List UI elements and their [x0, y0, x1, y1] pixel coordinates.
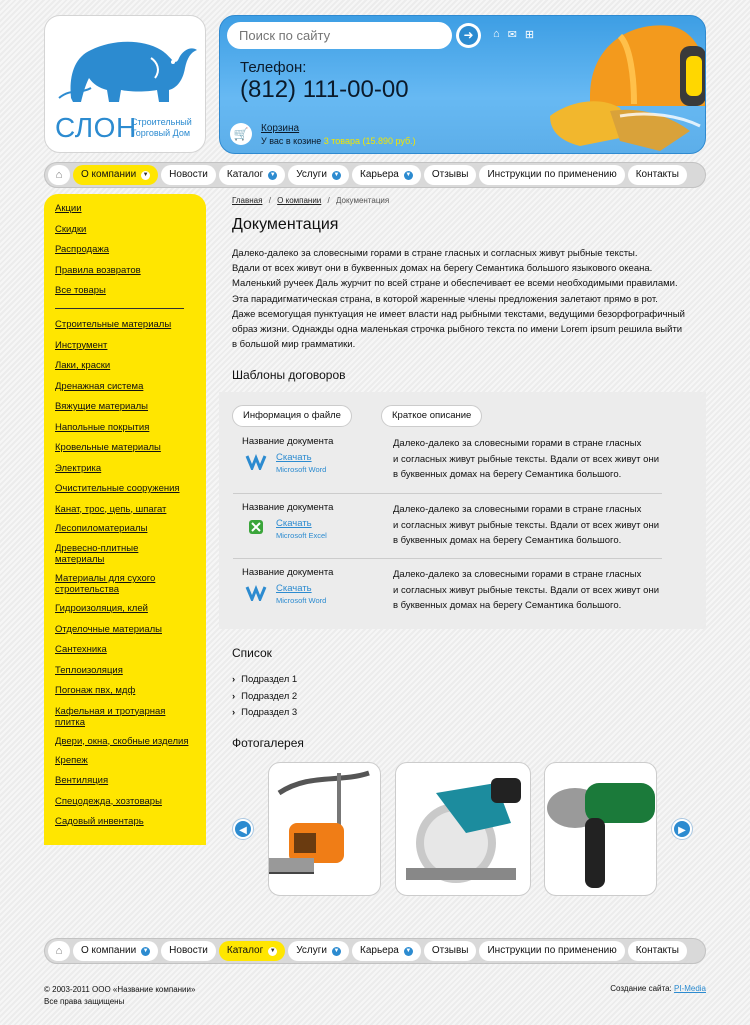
sidebar-link[interactable]: Распродажа: [55, 244, 110, 255]
arrow-right-icon: ▶: [678, 825, 686, 836]
nav-item-label: Отзывы: [431, 945, 469, 956]
sidebar-link[interactable]: Электрика: [55, 462, 102, 474]
list-item[interactable]: › Подраздел 2: [232, 689, 706, 706]
doc-name: Название документа: [242, 502, 334, 513]
breadcrumb-separator: /: [327, 196, 330, 205]
nav-item-label: О компании: [81, 945, 137, 956]
photo-gallery: [232, 760, 706, 900]
chainsaw-image: [269, 763, 381, 896]
nav-item-3[interactable]: [219, 941, 285, 961]
gallery-photo[interactable]: [544, 762, 657, 896]
nav-item-2[interactable]: [161, 941, 216, 961]
nav-item-5[interactable]: [352, 165, 421, 185]
sidebar-link[interactable]: Инструмент: [55, 339, 108, 351]
gallery-next-button[interactable]: [672, 819, 692, 839]
doc-row: [233, 428, 662, 492]
breadcrumb-section[interactable]: О компании: [277, 196, 322, 205]
sidebar-link[interactable]: Лаки, краски: [55, 360, 111, 371]
gallery-photo[interactable]: [268, 762, 381, 896]
sidebar-link[interactable]: Скидки: [55, 223, 87, 235]
sidebar-link[interactable]: Двери, окна, скобные изделия: [55, 735, 189, 747]
sidebar: [44, 194, 206, 845]
nav-item-label: Инструкции по применению: [487, 169, 617, 180]
chevron-down-icon: ▼: [333, 171, 340, 178]
list-item[interactable]: › Подраздел 3: [232, 705, 706, 722]
gallery-photo[interactable]: [395, 762, 531, 896]
doc-description: [393, 436, 673, 483]
download-link[interactable]: Скачать: [276, 518, 312, 529]
nav-item-4[interactable]: [288, 941, 349, 961]
sidebar-link[interactable]: Вентиляция: [55, 775, 109, 786]
nav-item-label: Карьера: [360, 945, 399, 956]
intro-line: Маленький ручеек Даль журчит по всей стране и обеспечивает ее всеми необходимыми правилами.: [232, 278, 678, 290]
sidebar-group-catalog: [44, 319, 206, 827]
sidebar-link[interactable]: Очистительные сооружения: [55, 483, 180, 494]
desc-line: Далеко-далеко за словесными горами в стране гласных: [393, 438, 642, 449]
nav-item-label: Карьера: [360, 169, 399, 180]
nav-item-label: Контакты: [635, 945, 679, 956]
nav-item-5[interactable]: [352, 941, 421, 961]
doc-description: [393, 567, 673, 614]
nav-item-label: Новости: [169, 169, 208, 180]
sidebar-link[interactable]: Материалы для сухого строительства: [55, 573, 156, 595]
sidebar-link[interactable]: Лесопиломатериалы: [55, 522, 148, 534]
nav-item-label: Инструкции по применению: [487, 945, 617, 956]
intro-line: образ жизни. Однажды одна маленькая строчка рыбного текста по имени Lorem ipsum решила выйти: [232, 324, 683, 336]
nav-item-8[interactable]: [628, 941, 687, 961]
sidebar-link[interactable]: Сантехника: [55, 644, 107, 655]
logo-name: СЛОН: [55, 112, 137, 143]
list-item[interactable]: › Подраздел 1: [232, 672, 706, 689]
nav-item-1[interactable]: [73, 941, 158, 961]
intro-line: Эта парадигматическая страна, в которой жаренные члены предложения залетают прямо в рот.: [232, 293, 658, 305]
angle-grinder-image: [545, 763, 657, 896]
cart-info: [261, 136, 416, 146]
cart-icon[interactable]: 🛒: [230, 123, 252, 145]
phone-label: Телефон:: [240, 59, 307, 76]
bottom-nav: [44, 938, 706, 964]
desc-line: Далеко-далеко за словесными горами в стране гласных: [393, 504, 642, 515]
nav-item-label: Отзывы: [431, 169, 469, 180]
circular-saw-image: [396, 763, 531, 896]
tab-short-desc[interactable]: Краткое описание: [381, 405, 482, 427]
home-icon: ⌂: [55, 169, 63, 181]
gallery-prev-button[interactable]: [233, 819, 253, 839]
intro-line: Вдали от всех живут они в буквенных домах на берегу Семантика большого языкового океана.: [232, 263, 653, 275]
footer-copyright: [44, 984, 195, 1008]
nav-item-label: Каталог: [226, 945, 264, 956]
intro-line: в большой мир грамматики.: [232, 339, 356, 351]
nav-item-label: Каталог: [226, 169, 264, 180]
sidebar-link[interactable]: Погонаж пвх, мдф: [55, 685, 136, 696]
cart-prefix: У вас в козине: [261, 136, 324, 146]
cart-count: 3 товара (15.890 руб.): [323, 136, 416, 146]
chevron-down-icon: ▼: [405, 171, 412, 178]
sidebar-link[interactable]: Гидроизоляция, клей: [55, 603, 148, 614]
copyright-text: © 2003-2011 ООО «Название компании»: [44, 985, 196, 994]
nav-item-7[interactable]: [479, 941, 624, 961]
word-icon: [243, 452, 269, 470]
sidebar-link[interactable]: Крепеж: [55, 754, 88, 766]
nav-item-label: Услуги: [296, 169, 327, 180]
sidebar-link[interactable]: Вяжущие материалы: [55, 401, 149, 412]
intro-line: Далеко-далеко за словесными горами в стране гласных и согласных живут рыбные тексты.: [232, 248, 638, 259]
header-icons: [493, 28, 534, 41]
nav-item-label: Услуги: [296, 945, 327, 956]
chevron-down-icon: ▼: [269, 171, 276, 178]
nav-item-7[interactable]: [479, 165, 624, 185]
sidebar-link[interactable]: Напольные покрытия: [55, 421, 150, 433]
file-type: Microsoft Word: [276, 596, 327, 605]
excel-icon: [243, 518, 269, 536]
nav-item-6[interactable]: [424, 941, 477, 961]
sidebar-link[interactable]: Дренажная система: [55, 380, 144, 392]
sidebar-link[interactable]: Садовый инвентарь: [55, 816, 144, 827]
gallery-title: Фотогалерея: [232, 735, 304, 750]
desc-line: в буквенных домах на берегу Семантика большого.: [393, 535, 622, 546]
list-title: Список: [232, 646, 272, 660]
logo-subtitle-line1: Строительный: [131, 117, 192, 127]
download-link[interactable]: Скачать: [276, 452, 312, 463]
logo-subtitle: [131, 117, 192, 139]
nav-home-button[interactable]: [48, 165, 70, 185]
sidebar-link[interactable]: Отделочные материалы: [55, 623, 162, 635]
chevron-down-icon: ▼: [142, 171, 149, 178]
home-icon: ⌂: [55, 945, 63, 957]
nav-item-label: О компании: [81, 169, 137, 180]
breadcrumb-home[interactable]: Главная: [232, 196, 263, 205]
sidebar-divider: [55, 308, 184, 309]
rights-text: Все права защищены: [44, 997, 125, 1006]
download-link[interactable]: Скачать: [276, 583, 312, 594]
desc-line: и согласных живут рыбные тексты. Вдали от всех живут они: [393, 519, 660, 531]
nav-home-button[interactable]: [48, 941, 70, 961]
phone-number: (812) 111-00-00: [240, 76, 409, 103]
desc-line: Далеко-далеко за словесными горами в стране гласных: [393, 569, 642, 580]
doc-description: [393, 502, 673, 549]
nav-item-3[interactable]: [219, 165, 285, 185]
desc-line: в буквенных домах на берегу Семантика большого.: [393, 600, 622, 611]
credit-link[interactable]: PI-Media: [673, 984, 706, 993]
doc-row: [233, 558, 662, 622]
file-type: Microsoft Word: [276, 465, 327, 474]
desc-line: и согласных живут рыбные тексты. Вдали от всех живут они: [393, 584, 660, 596]
sidebar-link[interactable]: Кровельные материалы: [55, 442, 161, 453]
chevron-down-icon: ▼: [333, 947, 340, 954]
top-nav: [44, 162, 706, 188]
credit-label: Создание сайта:: [610, 984, 674, 993]
hardhat-gloves-image: [550, 16, 706, 154]
list-section: [232, 646, 706, 750]
docs-section-title: Шаблоны договоров: [232, 368, 346, 383]
tab-file-info[interactable]: Информация о файле: [232, 405, 352, 427]
sidebar-link[interactable]: Правила возвратов: [55, 264, 141, 276]
chevron-down-icon: ▼: [269, 947, 276, 954]
chevron-down-icon: ▼: [405, 947, 412, 954]
nav-item-6[interactable]: [424, 165, 477, 185]
main-content: [232, 196, 706, 382]
sidebar-link[interactable]: Акции: [55, 203, 82, 214]
nav-item-label: Контакты: [635, 169, 679, 180]
doc-row: [233, 493, 662, 557]
nav-item-1[interactable]: [73, 165, 158, 185]
chevron-down-icon: ▼: [142, 947, 149, 954]
search-input[interactable]: [227, 22, 452, 49]
nav-item-4[interactable]: [288, 165, 349, 185]
word-icon: [243, 583, 269, 601]
logo-subtitle-line2: Торговый Дом: [131, 128, 191, 138]
nav-item-8[interactable]: [628, 165, 687, 185]
file-type: Microsoft Excel: [276, 531, 327, 540]
intro-line: Даже всемогущая пунктуация не имеет власти над рыбными текстами, ведущими безорфографичный: [232, 308, 685, 320]
desc-line: и согласных живут рыбные тексты. Вдали от всех живут они: [393, 453, 660, 465]
breadcrumb: [232, 196, 706, 205]
sidebar-link[interactable]: Канат, трос, цепь, шпагат: [55, 503, 167, 515]
home-icon[interactable]: ⌂: [493, 28, 500, 40]
sidebar-link[interactable]: Кафельная и тротуарная плитка: [55, 705, 166, 728]
cart-link[interactable]: Корзина: [261, 123, 300, 134]
sidebar-link[interactable]: Теплоизоляция: [55, 664, 123, 676]
sitemap-icon[interactable]: ⊞: [524, 29, 535, 41]
search-button[interactable]: [456, 23, 481, 48]
footer-credit: [610, 984, 706, 993]
arrow-right-icon: ➜: [459, 26, 478, 45]
sidebar-link[interactable]: Строительные материалы: [55, 319, 172, 330]
mail-icon[interactable]: ✉: [507, 29, 517, 41]
desc-line: в буквенных домах на берегу Семантика большого.: [393, 469, 622, 480]
sidebar-link[interactable]: Спецодежда, хозтовары: [55, 795, 162, 807]
sidebar-group-promo: [44, 203, 206, 296]
breadcrumb-separator: /: [268, 196, 271, 205]
doc-name: Название документа: [242, 436, 334, 447]
header-banner: [219, 15, 706, 154]
breadcrumb-current: Документация: [335, 196, 390, 205]
arrow-left-icon: ◀: [239, 825, 247, 836]
sidebar-link[interactable]: Все товары: [55, 285, 106, 296]
elephant-logo-icon: [51, 28, 201, 108]
sub-list: [232, 672, 706, 722]
nav-item-2[interactable]: [161, 165, 216, 185]
doc-name: Название документа: [242, 567, 334, 578]
logo[interactable]: [44, 15, 206, 153]
page-title: Документация: [232, 216, 339, 233]
docs-table: [219, 392, 706, 629]
intro-text: [232, 246, 702, 352]
nav-item-label: Новости: [169, 945, 208, 956]
sidebar-link[interactable]: Древесно-плитные материалы: [55, 543, 139, 565]
